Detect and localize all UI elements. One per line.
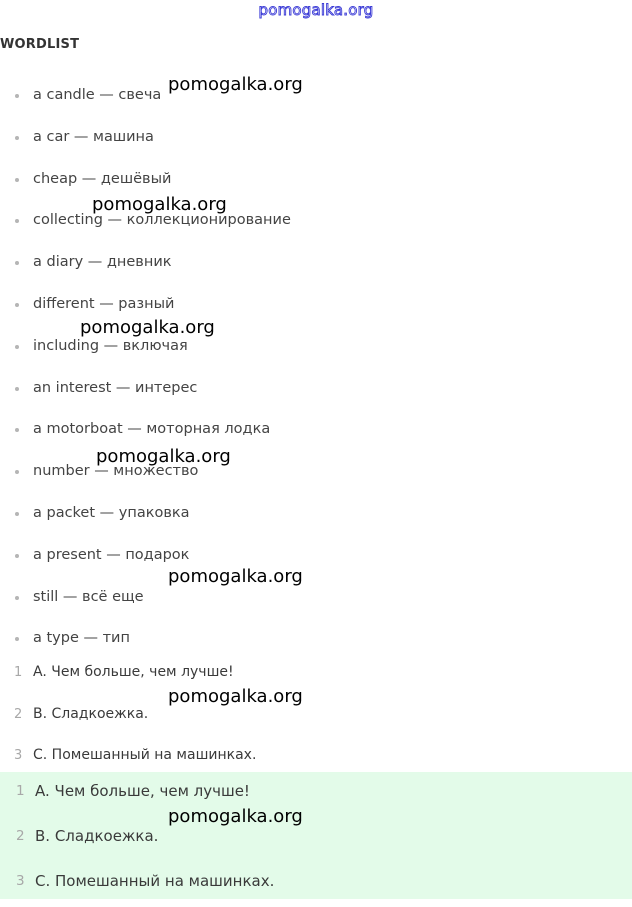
word-text: a present — подарок bbox=[33, 546, 190, 563]
answer-text: A. Чем больше, чем лучше! bbox=[33, 664, 234, 680]
bullet-icon bbox=[15, 470, 19, 474]
word-text: a type — тип bbox=[33, 630, 130, 647]
watermark: pomogalka.org bbox=[168, 566, 303, 587]
answer-text: B. Сладкоежка. bbox=[35, 827, 159, 845]
list-item bbox=[0, 409, 291, 451]
bullet-icon bbox=[15, 387, 19, 391]
watermark: pomogalka.org bbox=[96, 446, 231, 467]
answer-text: C. Помешанный на машинках. bbox=[33, 747, 257, 764]
word-text: still — всё еще bbox=[33, 588, 144, 605]
list-item bbox=[0, 368, 291, 410]
word-text: an interest — интерес bbox=[33, 379, 198, 396]
word-text: a candle — свеча bbox=[33, 87, 162, 103]
list-item bbox=[0, 242, 291, 284]
word-text: a car — машина bbox=[33, 128, 154, 145]
word-text: a diary — дневник bbox=[33, 254, 172, 271]
watermark: pomogalka.org bbox=[168, 686, 303, 707]
answer-number: 3 bbox=[16, 873, 25, 889]
answer-text: A. Чем больше, чем лучше! bbox=[35, 782, 250, 800]
bullet-icon bbox=[15, 136, 19, 140]
answer-number: 1 bbox=[14, 665, 23, 680]
bullet-icon bbox=[15, 428, 19, 432]
word-text: different — разный bbox=[33, 295, 175, 312]
answer-number: 2 bbox=[14, 706, 23, 722]
highlighted-answer-item bbox=[0, 817, 632, 862]
list-item bbox=[0, 493, 291, 535]
bullet-icon bbox=[15, 596, 19, 600]
watermark: pomogalka.org bbox=[80, 317, 215, 338]
answer-number: 2 bbox=[16, 828, 25, 844]
watermark: pomogalka.org bbox=[168, 806, 303, 827]
word-text: a packet — упаковка bbox=[33, 504, 190, 521]
bullet-icon bbox=[15, 219, 19, 223]
highlighted-answer-item bbox=[0, 862, 632, 907]
word-text: cheap — дешёвый bbox=[33, 170, 172, 187]
bullet-icon bbox=[15, 261, 19, 265]
answer-number: 1 bbox=[16, 783, 25, 799]
word-text: a motorboat — моторная лодка bbox=[33, 421, 271, 438]
word-text: number — множество bbox=[33, 463, 199, 480]
bullet-icon bbox=[15, 178, 19, 182]
highlighted-answer-item bbox=[0, 772, 632, 817]
word-text: collecting — коллекционирование bbox=[33, 212, 291, 229]
answer-list bbox=[0, 652, 256, 777]
bullet-icon bbox=[15, 345, 19, 349]
highlighted-answer-panel bbox=[0, 772, 632, 899]
bullet-icon bbox=[15, 303, 19, 307]
answer-text: C. Помешанный на машинках. bbox=[35, 872, 275, 890]
answer-text: B. Сладкоежка. bbox=[33, 705, 149, 722]
bullet-icon bbox=[15, 512, 19, 516]
word-text: including — включая bbox=[33, 337, 188, 354]
answer-number: 3 bbox=[14, 748, 23, 764]
watermark: pomogalka.org bbox=[168, 74, 303, 95]
wordlist-heading: WORDLIST bbox=[0, 37, 80, 52]
top-watermark: pomogalka.org bbox=[258, 1, 374, 19]
bullet-icon bbox=[15, 637, 19, 641]
bullet-icon bbox=[15, 554, 19, 558]
highlighted-answer-list bbox=[0, 772, 632, 907]
answer-item bbox=[0, 735, 256, 777]
bullet-icon bbox=[15, 94, 19, 98]
watermark: pomogalka.org bbox=[92, 194, 227, 215]
list-item bbox=[0, 117, 291, 159]
